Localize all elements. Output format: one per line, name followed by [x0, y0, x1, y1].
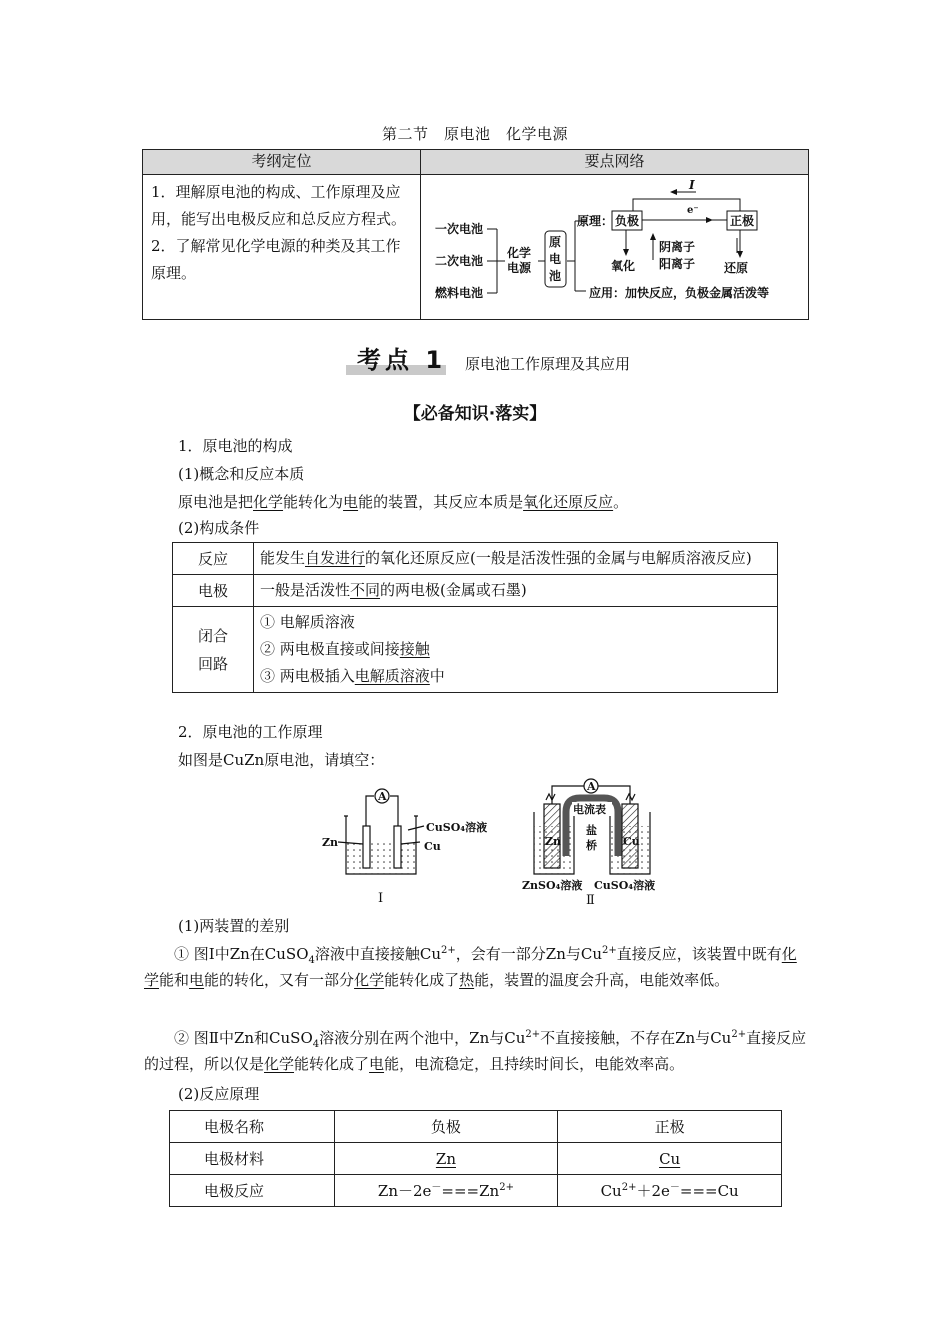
diff-heading: (1)两装置的差别 [178, 917, 290, 935]
rt-reaction-negative: $Zn-2e^-===Zn^{2+}$ [334, 1175, 558, 1207]
conditions-table [172, 542, 778, 693]
net-cation: 阳离子 [659, 257, 696, 271]
net-secondary-battery: 二次电池 [435, 254, 484, 268]
net-oxidation: 氧化 [611, 259, 636, 273]
table-row [173, 543, 778, 575]
kaodian-subtitle: 原电池工作原理及其应用 [465, 355, 631, 373]
cond-val-circuit: ① 电解质溶液 ② 两电极直接或间接接触 ③ 两电极插入电解质溶液中 [254, 607, 778, 693]
net-electron: e⁻ [687, 205, 699, 216]
diff-paragraph-1: ① 图Ⅰ中Zn在CuSO$_4$溶液中直接接触$Cu^{2+}$，会有一部分Zn与$Cu^{2+}$直接反应，该装置中既有化学能和电能的转化，又有一部分化学能转化成了热能，装置的温度会升高，电能效率低。 [144, 945, 797, 989]
rt-material-positive: Cu [558, 1143, 782, 1175]
fig2-dianliubiao: 电流表 [573, 803, 606, 816]
fig1-cu-label: Cu [424, 840, 441, 853]
s2-intro: 如图是CuZn原电池，请填空： [178, 751, 385, 769]
net-application: 应用：加快反应，负极金属活泼等 [589, 286, 770, 300]
net-positive: 正极 [730, 214, 755, 228]
fig-label-1: Ⅰ [378, 891, 384, 906]
fig2-cuso4-label: CuSO₄溶液 [594, 879, 656, 892]
essential-knowledge-heading: 【必备知识·落实】 [403, 404, 547, 424]
requirements-cell [143, 175, 421, 320]
cell-figure [316, 776, 666, 906]
fig2-zn-label: Zn [545, 835, 562, 848]
rt-material-negative: Zn [334, 1143, 558, 1175]
fig2-cu-label: Cu [623, 835, 640, 848]
fig1-zn-label: Zn [322, 836, 339, 849]
table-row [170, 1111, 782, 1143]
net-primary-cell-3: 池 [549, 269, 562, 283]
requirement-1: 1．理解原电池的构成、工作原理及应用，能写出电极反应和总反应方程式。 [151, 183, 407, 228]
diff-paragraph-2: ② 图Ⅱ中Zn和CuSO$_4$溶液分别在两个池中，Zn与$Cu^{2+}$不直接接触，不存在Zn与$Cu^{2+}$直接反应的过程，所以仅是化学能转化成了电能，电流稳定，且持续时间长，电能效率高。 [144, 1029, 807, 1073]
fig1-ammeter: A [378, 790, 387, 803]
fig2-salt-bridge-2: 桥 [586, 839, 597, 852]
net-negative: 负极 [615, 214, 640, 228]
header-col-network: 要点网络 [421, 150, 809, 175]
fig2-salt-bridge-1: 盐 [586, 824, 597, 837]
table-row [173, 575, 778, 607]
net-principle-label: 原理： [577, 214, 614, 228]
fig2-ammeter: A [587, 780, 596, 793]
rt-reaction-positive: $Cu^{2+}+2e^-===Cu$ [558, 1175, 782, 1207]
table-row [170, 1143, 782, 1175]
header-table [142, 149, 809, 320]
knowledge-network-diagram [421, 175, 808, 319]
cond-key-circuit: 闭合 回路 [173, 607, 254, 693]
rt-material-key: 电极材料 [170, 1143, 335, 1175]
cond-val-reaction: 能发生自发进行的氧化还原反应(一般是活泼性强的金属与电解质溶液反应) [254, 543, 778, 575]
cond-key-electrode: 电极 [173, 575, 254, 607]
net-primary-cell-2: 电 [549, 252, 562, 266]
rt-header-positive: 正极 [558, 1111, 782, 1143]
kaodian-title: 考点 1 [357, 346, 447, 374]
rt-reaction-key: 电极反应 [170, 1175, 335, 1207]
net-chem-source-2: 电源 [507, 261, 532, 275]
cond-val-electrode: 一般是活泼性不同的两电极(金属或石墨) [254, 575, 778, 607]
table-row [173, 607, 778, 693]
cond-key-reaction: 反应 [173, 543, 254, 575]
reaction-table [169, 1110, 782, 1207]
reaction-heading: (2)反应原理 [178, 1085, 260, 1103]
s1-definition: 原电池是把化学能转化为电能的装置，其反应本质是氧化还原反应。 [178, 493, 629, 511]
net-fuel-battery: 燃料电池 [435, 286, 484, 300]
fig-label-2: Ⅱ [586, 893, 595, 906]
net-chem-source-1: 化学 [507, 246, 532, 260]
net-primary-cell-1: 原 [549, 235, 562, 249]
rt-header-name: 电极名称 [170, 1111, 335, 1143]
net-primary-battery: 一次电池 [435, 222, 484, 236]
s1-heading: 1．原电池的构成 [178, 437, 293, 455]
s1-sub2: (2)构成条件 [178, 519, 260, 537]
s1-sub1: (1)概念和反应本质 [178, 465, 305, 483]
requirement-2: 2．了解常见化学电源的种类及其工作原理。 [151, 237, 401, 282]
header-col-syllabus: 考纲定位 [143, 150, 421, 175]
table-row [170, 1175, 782, 1207]
rt-header-negative: 负极 [334, 1111, 558, 1143]
net-anion: 阴离子 [659, 240, 696, 254]
section-title: 第二节 原电池 化学电源 [381, 125, 568, 143]
net-current: I [689, 178, 695, 192]
network-cell [421, 175, 809, 320]
s2-heading: 2．原电池的工作原理 [178, 723, 323, 741]
fig1-cuso4-label: CuSO₄溶液 [426, 821, 488, 834]
fig2-znso4-label: ZnSO₄溶液 [522, 879, 583, 892]
net-reduction: 还原 [724, 261, 749, 275]
